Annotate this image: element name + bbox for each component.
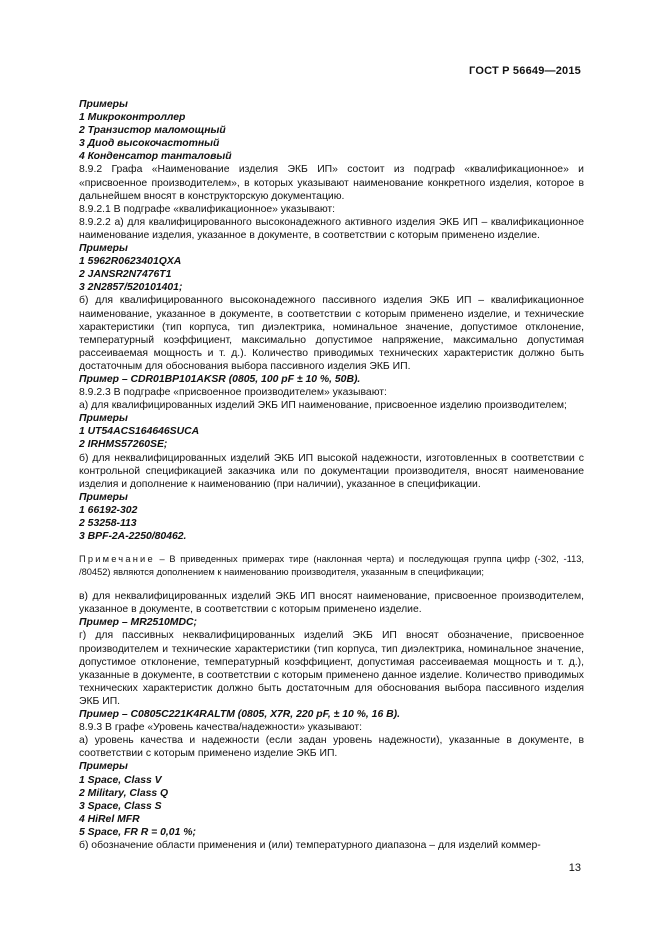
example-line: 2 JANSR2N7476T1 — [79, 269, 172, 281]
document-body — [79, 98, 584, 852]
example-line: 3 Space, Class S — [79, 800, 162, 812]
example-line: Примеры — [79, 413, 128, 425]
note-paragraph — [79, 553, 584, 579]
body-paragraph: 8.9.2.2 а) для квалифицированного высоконадежного активного изделия ЭКБ ИП – квалификационное наименование изделия, указанное в документе, в соответствии с которым применено изделие. — [79, 216, 584, 241]
example-line: 4 Конденсатор танталовый — [79, 151, 232, 163]
example-line: 1 Микроконтроллер — [79, 112, 186, 124]
body-paragraph: 8.9.2 Графа «Наименование изделия ЭКБ ИП» состоит из подграф «квалификационное» и «присвоенное производителем», в которых указывают наименование конкретного изделия, которое в дальнейшем вносят в конструкторскую документацию. — [79, 164, 584, 202]
example-line: Примеры — [79, 243, 128, 255]
body-paragraph: б) для квалифицированного высоконадежного пассивного изделия ЭКБ ИП – квалификационное наименование, указанное в документе, в соответствии с которым применено изделие, и технические характеристики (тип корпуса, тип диэлектрика, номинальное значение, допустимое отклонение, температурный коэффициент, максимально допустимое напряжение, максимально допустимая рассеиваемая мощность и т. д.). Количество приводимых технических характеристик должно быть достаточным для обоснования выбора пассивного изделия ЭКБ ИП. — [79, 295, 584, 372]
example-line: Примеры — [79, 761, 128, 773]
example-line: 3 Диод высокочастотный — [79, 138, 220, 150]
example-line: Пример – C0805C221K4RALTM (0805, X7R, 220 pF, ± 10 %, 16 В). — [79, 709, 400, 721]
example-line: 1 5962R0623401QXA — [79, 256, 182, 268]
page-number: 13 — [568, 862, 581, 874]
body-paragraph: 8.9.3 В графе «Уровень качества/надежности» указывают: — [79, 722, 362, 734]
body-paragraph: б) для неквалифицированных изделий ЭКБ ИП высокой надежности, изготовленных в соответствии с контрольной спецификацией заказчика или по документации производителя, вносят наименование изделия и дополнение к наименованию (при наличии), указанное в спецификации. — [79, 452, 584, 490]
body-paragraph: в) для неквалифицированных изделий ЭКБ ИП вносят наименование, присвоенное производителем, указанное в документе, в соответствии с которым применено изделие. — [79, 591, 584, 616]
example-line: 2 IRHMS57260SE; — [79, 439, 168, 451]
example-line: Пример – CDR01BP101AKSR (0805, 100 pF ± 10 %, 50В). — [79, 373, 361, 385]
example-line: 3 BPF-2A-2250/80462. — [79, 531, 187, 543]
example-line: 2 Транзистор маломощный — [79, 125, 226, 137]
body-paragraph: б) обозначение области применения и (или) температурного диапазона – для изделий коммер- — [79, 839, 541, 851]
example-line: 2 Military, Class Q — [79, 787, 169, 799]
note-text: – В приведенных примерах тире (наклонная черта) и последующая группа цифр (-302, -113, /80452) являются дополнением к наименованию производителя, указанным в спецификации; — [79, 554, 584, 578]
example-line: 1 Space, Class V — [79, 774, 162, 786]
body-paragraph: а) уровень качества и надежности (если задан уровень надежности), указанные в документе, в соответствии с которым применено изделие ЭКБ ИП. — [79, 735, 584, 760]
example-line: 1 66192-302 — [79, 504, 138, 516]
body-paragraph: г) для пассивных неквалифицированных изделий ЭКБ ИП вносят обозначение, присвоенное производителем и технические характеристики (тип корпуса, тип диэлектрика, номинальное значение, допустимое отклонение, температурный коэффициент, допустимая рассеиваемая мощность и т. д.), указанные в документе, в соответствии с которым применено данное изделие. Количество приводимых технических характеристик должно быть достаточным для обоснования выбора пассивного изделия ЭКБ ИП. — [79, 630, 584, 707]
example-line: 3 2N2857/520101401; — [79, 282, 183, 294]
example-line: 2 53258-113 — [79, 518, 137, 529]
body-paragraph: 8.9.2.3 В подграфе «присвоенное производителем» указывают: — [79, 387, 387, 399]
example-line: 4 HiRel MFR — [79, 813, 140, 825]
example-line: 1 UT54ACS164646SUCA — [79, 426, 200, 438]
standard-code-header: ГОСТ Р 56649—2015 — [469, 65, 581, 77]
body-paragraph: а) для квалифицированных изделий ЭКБ ИП наименование, присвоенное изделию производителем; — [79, 400, 567, 412]
note-label: Примечание — [79, 554, 155, 565]
body-paragraph: 8.9.2.1 В подграфе «квалификационное» указывают: — [79, 203, 336, 215]
example-line: Примеры — [79, 99, 128, 110]
example-line: 5 Space, FR R = 0,01 %; — [79, 826, 196, 838]
example-line: Примеры — [79, 491, 128, 503]
example-line: Пример – MR2510MDC; — [79, 617, 197, 629]
